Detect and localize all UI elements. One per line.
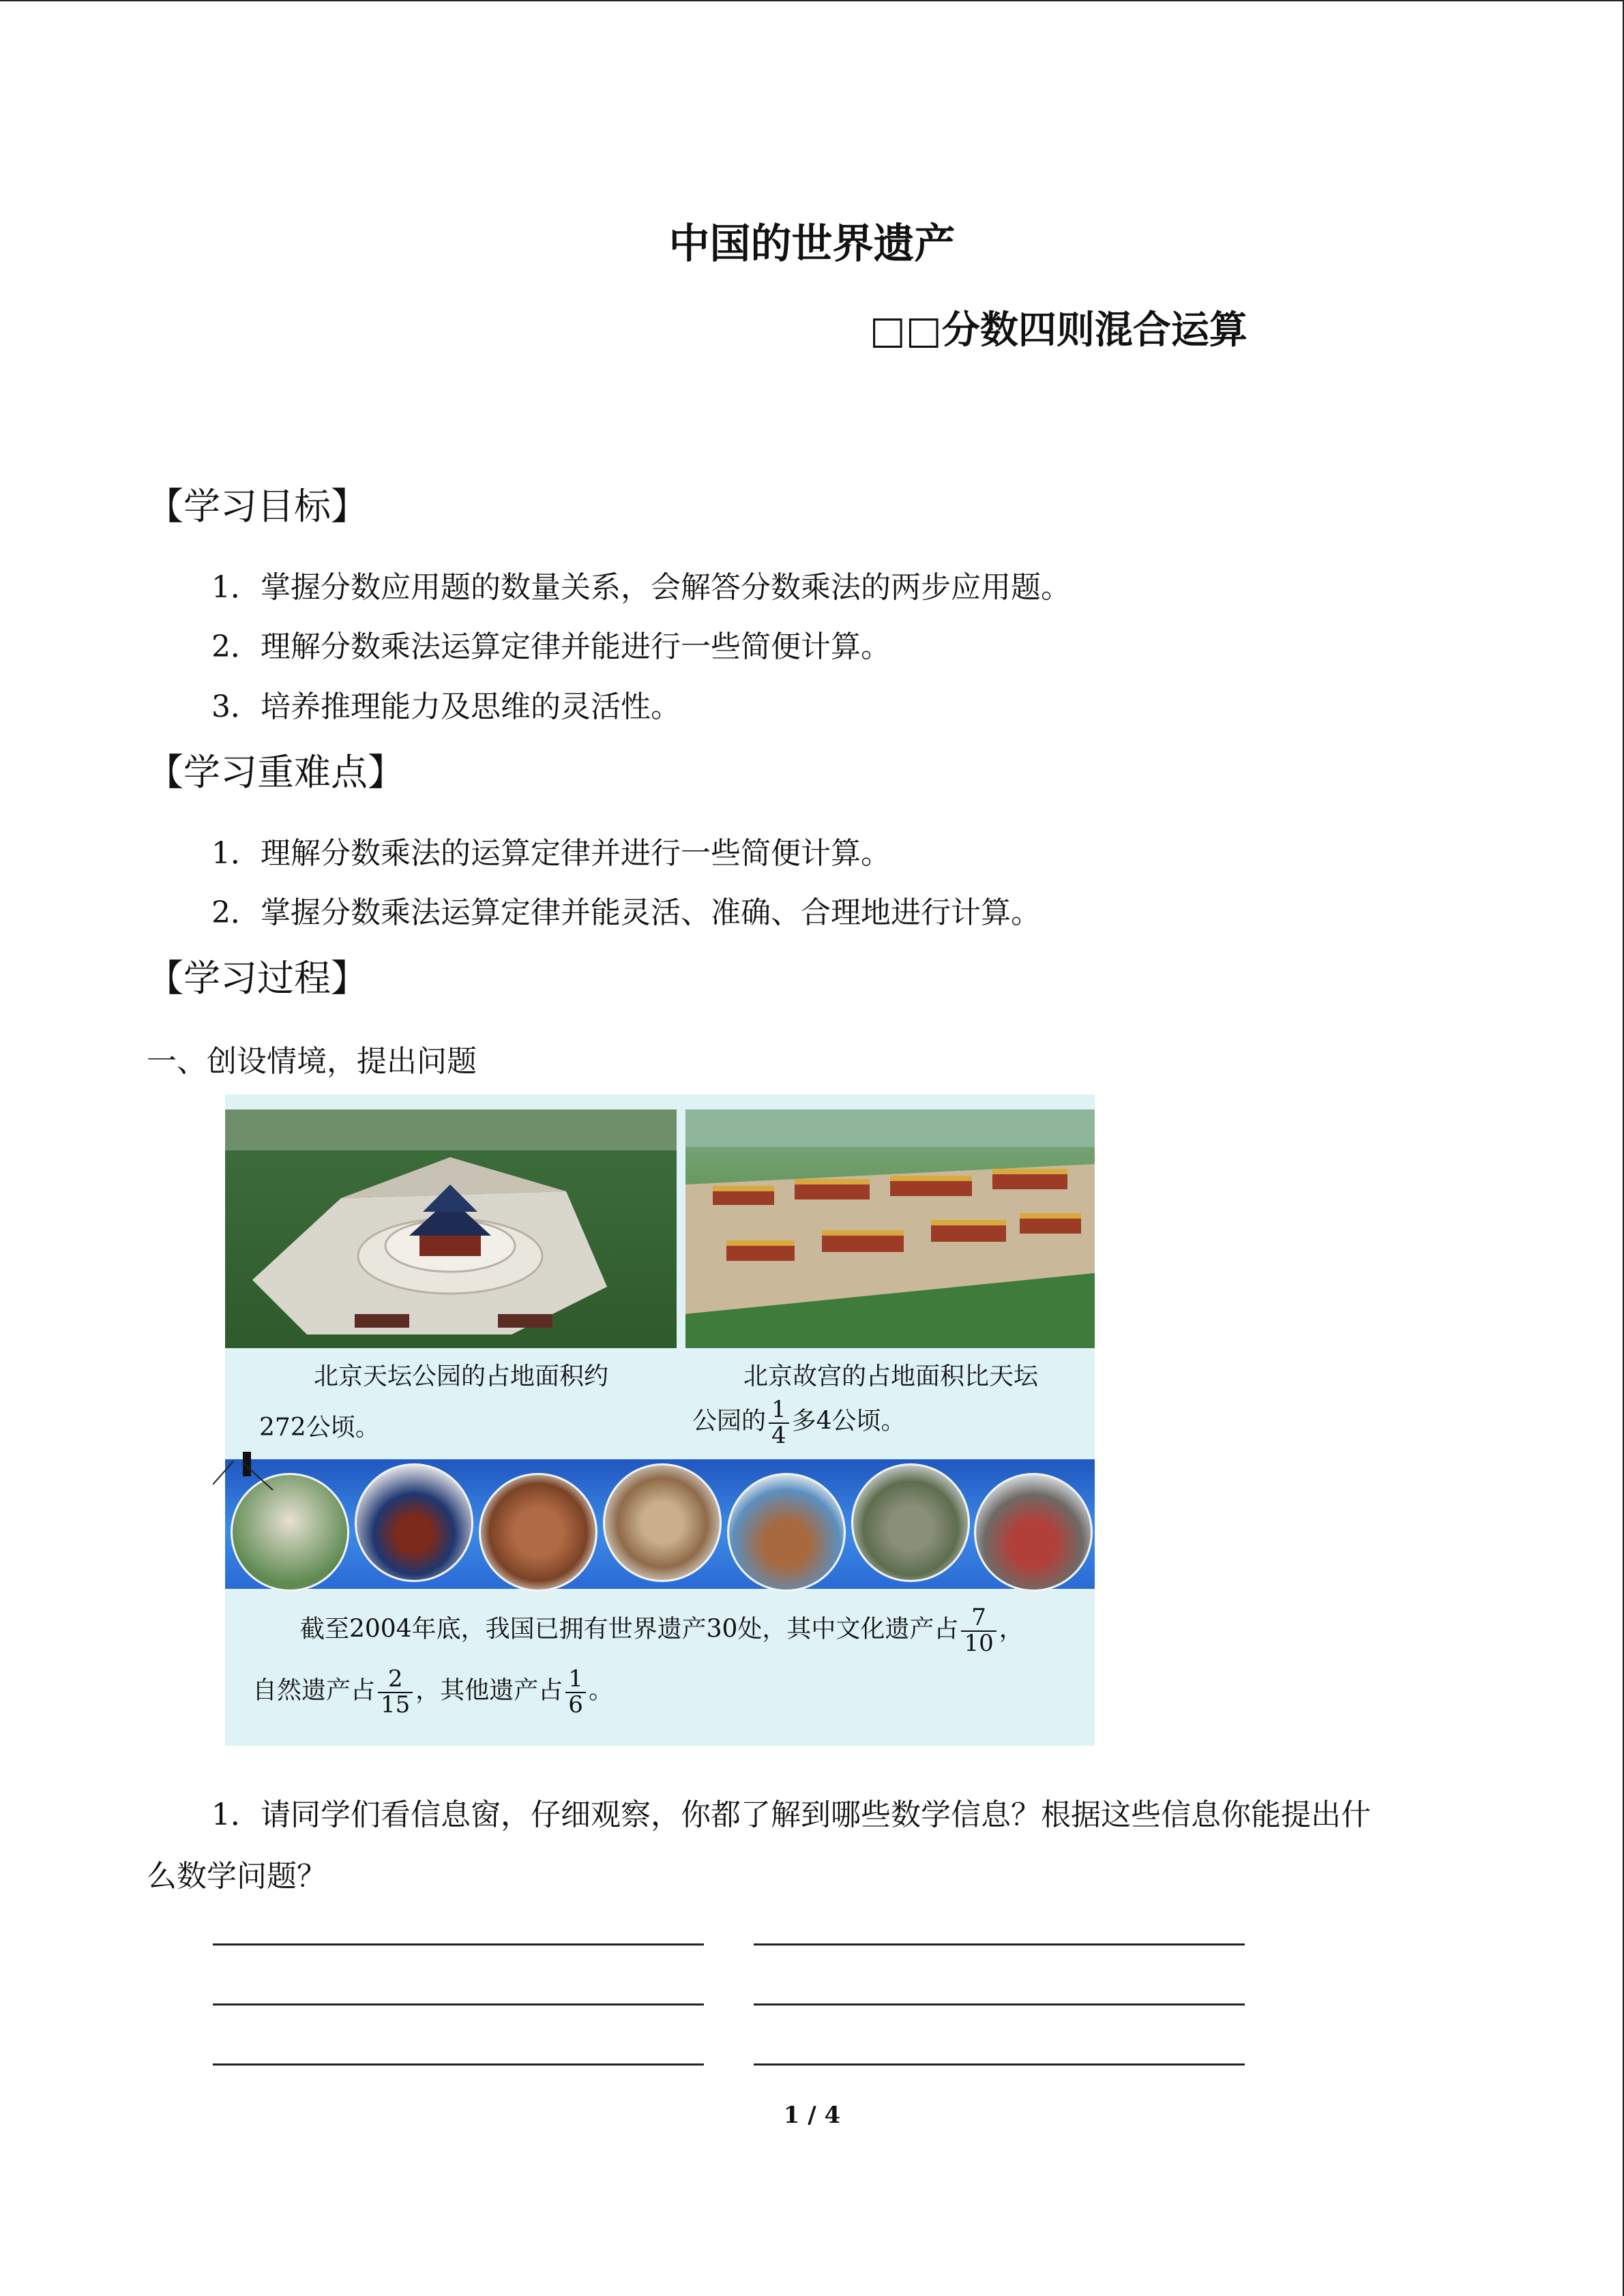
caption-temple-line2: 272公顷。 (259, 1414, 380, 1442)
fraction-denominator: 15 (381, 1690, 411, 1718)
fraction-numerator: 1 (565, 1667, 586, 1693)
goal-item-3: 3．培养推理能力及思维的灵活性。 (211, 689, 681, 724)
answer-line[interactable] (213, 2003, 704, 2006)
heritage-site-ruins-image (603, 1463, 722, 1582)
heritage-site-temple-image (355, 1463, 473, 1582)
answer-line[interactable] (213, 1943, 704, 1945)
caption-palace-text-b: 多4公顷。 (791, 1407, 906, 1435)
fraction-denominator: 4 (771, 1421, 786, 1449)
heritage-info-text-a: 截至2004年底，我国已拥有世界遗产30处，其中文化遗产占 (300, 1615, 959, 1643)
pointer-marker-icon (213, 1449, 274, 1497)
fraction-numerator: 2 (378, 1667, 413, 1693)
fraction-two-fifteenths (378, 1667, 413, 1717)
info-window-figure (225, 1094, 1095, 1746)
heritage-site-pagoda-image (727, 1473, 846, 1592)
heritage-info-line1 (300, 1606, 1024, 1656)
heritage-site-gate-image (974, 1473, 1093, 1592)
heading-goals: 【学习目标】 (147, 485, 368, 528)
question-1-line2: 么数学问题？ (147, 1859, 327, 1894)
forbidden-city-photo (685, 1109, 1095, 1348)
page-subtitle: □□分数四则混合运算 (870, 308, 1247, 353)
fraction-denominator: 6 (568, 1690, 583, 1718)
heading-key-points: 【学习重难点】 (147, 751, 404, 794)
heritage-site-buddha-image (479, 1473, 597, 1592)
key-point-item-2: 2．掌握分数乘法运算定律并能灵活、准确、合理地进行计算。 (211, 895, 1041, 930)
fraction-one-sixth (565, 1667, 586, 1717)
heritage-info-text-e: 。 (588, 1676, 613, 1705)
temple-of-heaven-photo (225, 1109, 677, 1348)
fraction-one-quarter (769, 1398, 789, 1448)
page-title: 中国的世界遗产 (668, 220, 956, 268)
answer-line[interactable] (213, 2063, 704, 2066)
goal-item-2: 2．理解分数乘法运算定律并能进行一些简便计算。 (211, 629, 891, 664)
heritage-info-text-c: 自然遗产占 (252, 1676, 376, 1705)
fraction-numerator: 1 (769, 1398, 789, 1424)
goal-item-1: 1．掌握分数应用题的数量关系，会解答分数乘法的两步应用题。 (211, 570, 1071, 605)
answer-line[interactable] (754, 2063, 1245, 2066)
answer-line[interactable] (754, 2003, 1245, 2006)
heritage-info-text-b: ， (999, 1615, 1024, 1643)
page-number: 1 / 4 (783, 2102, 841, 2129)
heading-process: 【学习过程】 (147, 957, 368, 1000)
answer-line[interactable] (754, 1943, 1245, 1945)
heritage-site-great-wall-image (851, 1463, 970, 1582)
fraction-denominator: 10 (964, 1629, 994, 1657)
caption-palace-text-a: 公园的 (692, 1407, 767, 1435)
key-point-item-1: 1．理解分数乘法的运算定律并进行一些简便计算。 (211, 836, 891, 871)
heritage-info-line2 (252, 1667, 613, 1717)
caption-temple-line1: 北京天坛公园的占地面积约 (314, 1362, 609, 1390)
question-1-line1: 1．请同学们看信息窗，仔细观察，你都了解到哪些数学信息？根据这些信息你能提出什 (211, 1798, 1371, 1832)
fraction-seven-tenths (961, 1606, 996, 1656)
heritage-sites-band (225, 1459, 1095, 1589)
fraction-numerator: 7 (961, 1606, 996, 1632)
caption-palace-line2 (692, 1398, 906, 1448)
process-step-1: 一、创设情境，提出问题 (147, 1044, 477, 1079)
heritage-info-text-d: ，其他遗产占 (415, 1676, 563, 1705)
caption-palace-line1: 北京故宫的占地面积比天坛 (743, 1362, 1039, 1390)
